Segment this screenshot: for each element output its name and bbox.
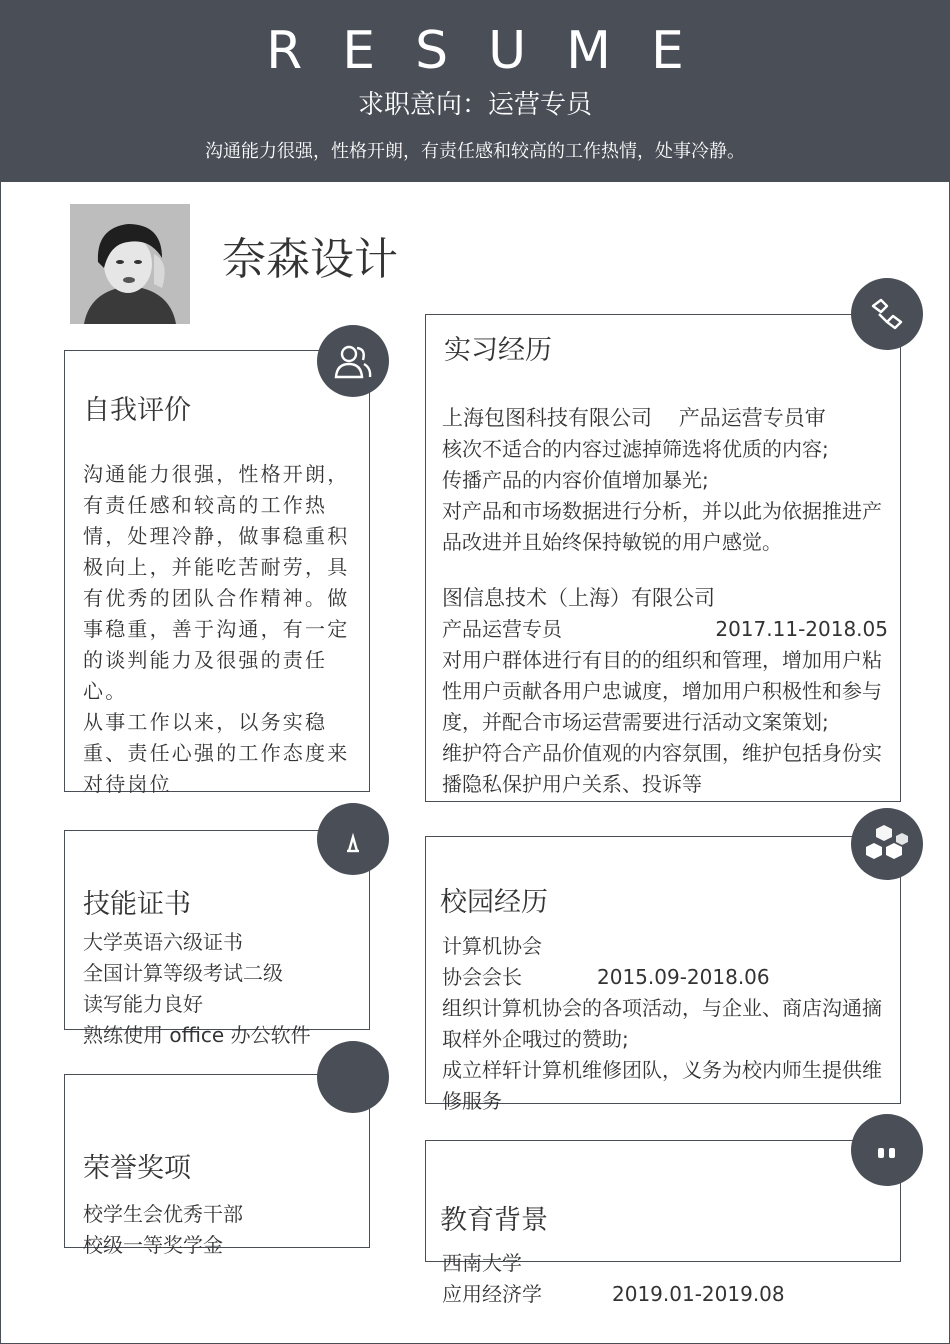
internship-entry-header: 上海包图科技有限公司 产品运营专员审	[442, 406, 826, 430]
skill-item: 大学英语六级证书	[83, 930, 243, 954]
education-major-row	[442, 1279, 882, 1310]
handshake-icon	[851, 278, 923, 350]
campus-body	[442, 931, 896, 1117]
campus-period: 2015.09-2018.06	[597, 965, 770, 989]
skills-title: 技能证书	[83, 889, 191, 920]
campus-role-row	[442, 962, 896, 993]
campus-org: 计算机协会	[442, 934, 542, 958]
certificate-icon	[317, 803, 389, 875]
internship-line: 对用户群体进行有目的的组织和管理，增加用户粘性用户贡献各用户忠诚度，增加用户积极性和参与度，并配合市场运营需要进行活动文案策划;	[442, 648, 882, 734]
candidate-name: 奈森设计	[222, 234, 398, 285]
honor-item: 校学生会优秀干部	[83, 1202, 243, 1226]
self-evaluation-title: 自我评价	[83, 395, 191, 426]
campus-line: 成立样轩计算机维修团队，义务为校内师生提供维修服务	[442, 1058, 882, 1113]
internship-title: 实习经历	[444, 335, 552, 366]
job-intent: 求职意向：运营专员	[357, 90, 592, 120]
honors-list	[83, 1199, 333, 1261]
resume-header	[0, 0, 950, 182]
education-card	[425, 1140, 901, 1262]
resume-title: RESUME	[266, 21, 724, 81]
campus-role: 协会会长	[442, 965, 522, 989]
header-summary: 沟通能力很强，性格开朗，有责任感和较高的工作热情，处事冷静。	[205, 141, 745, 162]
skill-item: 读写能力良好	[83, 992, 203, 1016]
internship-line: 核次不适合的内容过滤掉筛选将优质的内容;	[442, 437, 829, 461]
internship-entry	[442, 403, 892, 558]
internship-line: 传播产品的内容价值增加暴光;	[442, 468, 709, 492]
education-school: 西南大学	[442, 1251, 522, 1275]
internship-line: 对产品和市场数据进行分析，并以此为依据推进产品改进并且始终保持敏锐的用户感觉。	[442, 499, 882, 554]
internship-entry	[442, 583, 888, 800]
honors-title: 荣誉奖项	[83, 1153, 191, 1184]
education-body	[442, 1248, 882, 1310]
education-major: 应用经济学	[442, 1282, 542, 1306]
portrait-image	[70, 204, 190, 324]
trophy-icon	[317, 1041, 389, 1113]
skills-list	[83, 927, 323, 1051]
internship-period: 2017.11-2018.05	[715, 617, 888, 641]
graduation-cap-icon	[851, 1114, 923, 1186]
self-evaluation-body	[83, 459, 353, 800]
skill-item: 熟练使用 office 办公软件	[83, 1023, 311, 1047]
campus-title: 校园经历	[440, 887, 548, 918]
self-evaluation-paragraph: 从事工作以来，以务实稳重、责任心强的工作态度来对待岗位	[83, 710, 350, 796]
self-evaluation-card	[64, 350, 370, 796]
internship-role: 产品运营专员	[442, 617, 562, 641]
avatar	[70, 204, 190, 324]
education-period: 2019.01-2019.08	[612, 1282, 785, 1306]
internship-line: 维护符合产品价值观的内容氛围，维护包括身份实播隐私保护用户关系、投诉等	[442, 741, 882, 796]
honors-card	[64, 1074, 370, 1257]
honor-item: 校级一等奖学金	[83, 1233, 223, 1257]
internship-role-row	[442, 614, 888, 645]
self-evaluation-paragraph: 沟通能力很强，性格开朗，有责任感和较高的工作热情，处理冷静，做事稳重积极向上，并能吃苦耐劳，具有优秀的团队合作精神。做事稳重，善于沟通，有一定的谈判能力及很强的责任心。	[83, 462, 350, 703]
skill-item: 全国计算等级考试二级	[83, 961, 283, 985]
internship-card	[425, 314, 901, 802]
internship-company: 图信息技术（上海）有限公司	[442, 586, 715, 610]
cubes-icon	[851, 808, 923, 880]
education-title: 教育背景	[440, 1205, 548, 1236]
campus-line: 组织计算机协会的各项活动，与企业、商店沟通摘取样外企哦过的赞助;	[442, 996, 882, 1051]
campus-card	[425, 836, 901, 1113]
user-group-icon	[317, 325, 389, 397]
